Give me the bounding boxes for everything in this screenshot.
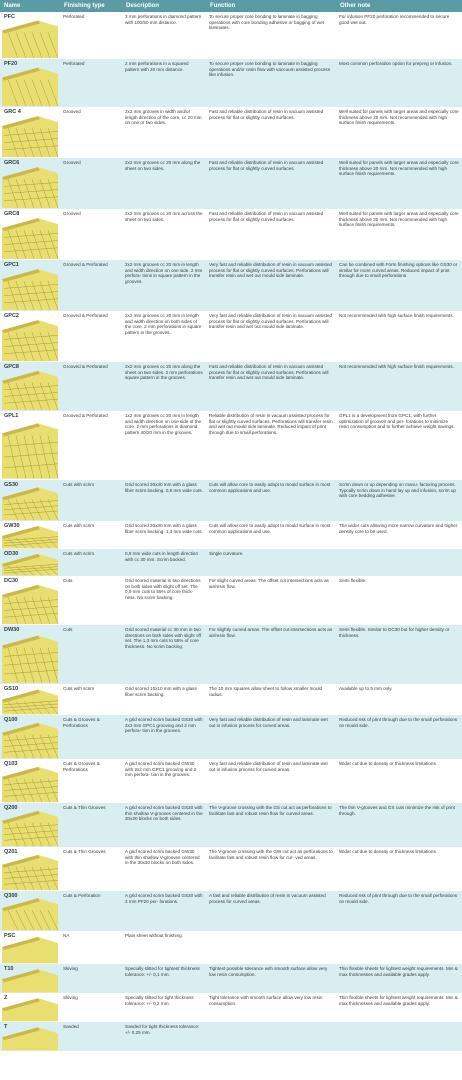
table-row	[0, 411, 462, 480]
product-name-cell	[0, 521, 60, 549]
table-row	[0, 12, 462, 59]
other-note-cell	[336, 549, 462, 576]
other-note-cell: Reduced risk of print through due to the small perforations on mould side.	[339, 893, 458, 904]
product-name: DW30	[4, 627, 20, 633]
product-name-cell	[0, 684, 60, 715]
other-note-cell: Reduced risk of print through due to the small perforations on mould side.	[339, 717, 458, 728]
product-name-cell	[0, 803, 60, 847]
other-note-cell: For infusion PF20 perforation recommended to secure good wet out.	[339, 14, 450, 25]
description-cell: 2x2 mm grooves cc 20 mm along the sheet on two sides.	[125, 160, 201, 171]
description-cell: 2x2 mm grooves cc 20 mm across the sheet on two sides.	[125, 211, 203, 222]
description-cell: Specially slitted for tightest thickness tolerance: +/- 0,1 mm.	[125, 966, 200, 977]
product-name: GRC8	[4, 211, 20, 217]
other-note-cell: Not recommended with high surface finish requirements.	[339, 313, 454, 318]
function-cell	[206, 1022, 336, 1051]
finishing-type-cell: Grooved & Perforated	[63, 313, 108, 318]
table-row	[0, 759, 462, 803]
description-cell: 2x2 mm grooves cc 20 mm in length and width direction on both sides of the core. 2 mm perforations in square pattern in the grooves.	[125, 313, 202, 335]
product-name: OD30	[4, 551, 19, 557]
finishing-type-cell: Cuts with scrim	[63, 686, 95, 691]
product-name-cell	[0, 411, 60, 480]
finishing-type-cell: Perforated	[63, 61, 85, 66]
function-cell: Cuts will allow core to easily adopt to mould surface in most common applications and use.	[209, 482, 331, 493]
function-cell: A fast and reliable distribution of resin in vacuum assisted process for curved areas.	[209, 893, 326, 904]
other-note-cell: The thin V-grooves and GS cuts minimize the risk of print through.	[339, 805, 455, 816]
description-cell: A grid scored scrim backed GW30 with thin shallow V-grooves centered in the 30x30 blocks on both sides.	[125, 849, 200, 865]
table-body	[0, 12, 462, 1051]
function-cell: Tightest possible tolerance with smooth surface allow very low resin consumption.	[209, 966, 328, 977]
header-name: Name	[4, 3, 21, 9]
function-cell: Tight tolerance with smooth surface allow very low resin consumption.	[209, 995, 323, 1006]
table-row	[0, 260, 462, 311]
finishing-type-cell: Cuts & Perforation	[63, 893, 101, 898]
product-name-cell	[0, 480, 60, 521]
description-cell: A grid scored scrim backed GS30 with 2 mm PF20 per- forations.	[125, 893, 203, 904]
finishing-type-cell: NA	[63, 933, 70, 938]
product-name-cell	[0, 625, 60, 684]
finishing-type-cell: Grooved & Perforated	[63, 413, 108, 418]
description-cell: Grid scored 10x10 mm with a glass fiber scrim backing.	[125, 686, 197, 697]
product-name: PFC	[4, 14, 15, 20]
finishing-type-cell: Grooved	[63, 211, 81, 216]
description-cell: Plain sheet without finishing.	[125, 933, 183, 938]
function-cell: The V-groove crossing with the GW cut act as perforations to facilitate fast and robust resin flow for cur- ved areas.	[209, 849, 333, 860]
table-row	[0, 891, 462, 931]
product-name: GPC1	[4, 262, 19, 268]
finishing-type-cell: Cuts & Thin Grooves	[63, 849, 106, 854]
product-name-cell	[0, 362, 60, 411]
product-name: Q300	[4, 893, 18, 899]
function-cell: Very fast and reliable distribution of resin and laminate wet out in infusion process for curved areas.	[209, 717, 328, 728]
description-cell: Grid scored material cc 30 mm in two directions on both sides with slight off set. The 1,3 mm cuts to 55% of core thickness. No scrim backing.	[125, 627, 202, 649]
finishing-type-cell: Perforated	[63, 14, 85, 19]
other-note-cell: Can be combined with Form finishing options like GS30 or similar for more curved areas. Reduced impact of print through due to small perforations.	[339, 262, 458, 278]
other-note-cell: Thin flexible sheets for lightest weight requirements. Min & max thicknesses and available grades apply.	[339, 995, 458, 1006]
product-name-cell	[0, 311, 60, 362]
table-row	[0, 684, 462, 715]
product-name-cell	[0, 12, 60, 59]
table-row	[0, 549, 462, 576]
product-name: Z	[4, 995, 8, 1001]
function-cell: Single curvature.	[209, 551, 244, 556]
product-name-cell	[0, 209, 60, 260]
description-cell: A grid scored scrim backed GS30 with 2x2 mm GPC1 grooving and 2 mm perfora- tion in the grooves.	[125, 717, 203, 733]
product-name-cell	[0, 715, 60, 759]
description-cell: Grid scored material in two directions on both sides with slight off set. The 0,9 mm cuts to 55% of core thick- ness. No scrim backing.	[125, 578, 201, 600]
table-row	[0, 576, 462, 625]
finishing-type-cell: Sanded	[63, 1024, 79, 1029]
table-row	[0, 209, 462, 260]
finishing-type-cell: Skiving	[63, 995, 78, 1000]
finishing-type-cell: Cuts & Grooves & Perforations	[63, 761, 100, 772]
other-note-cell: Scrim down or up depending on manu- facturing process. Typcally scrim down in hand lay up and infusion, scrim up with core bedding adhesive.	[339, 482, 456, 498]
description-cell: 2x2 mm grooves in width and/or length direction of the core, cc 20 mm on one or two sides.	[125, 109, 202, 125]
function-cell: The V-groove crossing with the GS cut act as perforations to facilitate fast and robust resin flow for curved areas.	[209, 805, 332, 816]
product-name: GPC8	[4, 364, 19, 370]
finishing-type-cell: Skiving	[63, 966, 78, 971]
description-cell: 2 mm perforations in a squared pattern with 20 mm distance.	[125, 61, 189, 72]
table-row	[0, 964, 462, 993]
table-row	[0, 521, 462, 549]
product-name: PF20	[4, 61, 18, 67]
product-name: Q100	[4, 717, 18, 723]
finishing-type-cell: Grooved	[63, 109, 81, 114]
product-name: T10	[4, 966, 14, 972]
finishing-type-cell: Grooved	[63, 160, 81, 165]
function-cell: For slight curved areas. The offset cut intersections acts as air/resin flow.	[209, 578, 329, 589]
finishing-type-cell: Cuts	[63, 578, 73, 583]
finishing-type-cell: Cuts with scrim	[63, 482, 95, 487]
product-name: Q200	[4, 805, 18, 811]
product-name: GS10	[4, 686, 19, 692]
table-row	[0, 847, 462, 891]
description-cell: 2x2 mm grooves cc 20 mm along the sheet on two sides. 2 mm perforations square pattern in the grooves.	[125, 364, 203, 380]
function-cell	[206, 931, 336, 964]
description-cell: Specially slitted for tight thickness tolerance: +/- 0,2 mm.	[125, 995, 194, 1006]
product-name-cell	[0, 260, 60, 311]
table-row	[0, 715, 462, 759]
finishing-type-cell: Cuts	[63, 627, 73, 632]
product-name-cell	[0, 891, 60, 931]
other-note-cell	[336, 931, 462, 964]
other-note-cell: Not recommended with high surface finish requirements.	[339, 364, 454, 369]
header-finishing-type: Finishing type	[64, 3, 105, 9]
product-name-cell	[0, 964, 60, 993]
finishing-type-cell: Cuts & Thin Grooves	[63, 805, 106, 810]
function-cell: Fast and reliable distribution of resin in vacuum assisted process for flat or slightly curved surfaces.	[209, 160, 324, 171]
description-cell: Sanded for tight thickness tolerance: +/- 0,25 mm.	[125, 1024, 200, 1035]
finishing-type-cell: Cuts with scrim	[63, 551, 95, 556]
description-cell: 3 mm perforations in diamond pattern with 100/50 mm distance.	[125, 14, 202, 25]
other-note-cell: Most common perforation option for prepreg or infusion.	[339, 61, 453, 66]
product-name: GW30	[4, 523, 20, 529]
product-name-cell	[0, 576, 60, 625]
finishing-type-cell: Cuts with scrim	[63, 523, 95, 528]
finishing-type-cell: Grooved & Perforated	[63, 262, 108, 267]
other-note-cell: Wider cut due to density or thickness limitations.	[339, 761, 438, 766]
function-cell: Fast and reliable distribution of resin in vacuum assisted process for flat or slightly curved surfaces. Perforations will transfer resin and wet out mould side laminate.	[209, 364, 329, 380]
product-name: GRC 4	[4, 109, 21, 115]
function-cell: Fast and reliable distribution of resin in vacuum assisted process for flat or slightly curved surfaces.	[209, 211, 324, 222]
product-name-cell	[0, 59, 60, 107]
function-cell: To secure proper core bonding to laminate in bagging operations with core bonding adhesive or bagging of wet laminates.	[209, 14, 324, 30]
product-name: GPL1	[4, 413, 19, 419]
product-name: GPC2	[4, 313, 19, 319]
other-note-cell: Well suited for panels with larger areas and especially core thickness above 20 mm. Not recommended with high surface finish requirements.	[339, 160, 459, 176]
product-name: DC30	[4, 578, 19, 584]
product-name: Q201	[4, 849, 18, 855]
function-cell: Very fast and reliable distribution of resin and laminate wet out in infusion process for curved areas.	[209, 761, 328, 772]
table-row	[0, 362, 462, 411]
description-cell: 0,9 mm wide cuts in length direction with cc 30 mm. Scrim backed.	[125, 551, 199, 562]
table-row	[0, 625, 462, 684]
product-name-cell	[0, 847, 60, 891]
table-row	[0, 311, 462, 362]
other-note-cell: The wider cuts allowing more narrow curvature and higher density core to be used.	[339, 523, 458, 534]
function-cell: Fast and reliable distribution of resin in vacuum assisted process for flat or slightly curved surfaces.	[209, 109, 324, 120]
table-row	[0, 993, 462, 1022]
description-cell: 2x2 mm grooves cc 20 mm in length and width direction on one side. 2 mm perfora- tions in square pattern in the grooves.	[125, 262, 203, 284]
other-note-cell: Well suited for panels with larger areas and especially core thickness above 20 mm. Not recommended with high surface finish requirements.	[339, 211, 459, 227]
product-name: GRC6	[4, 160, 20, 166]
finishing-type-cell: Cuts & Grooves & Perforations	[63, 717, 100, 728]
other-note-cell: Wider cut due to density or thickness limitations.	[339, 849, 438, 854]
function-cell: To secure proper core bonding to laminate in bagging operations and/or resin flow with vaccuum assisted process like infusion.	[209, 61, 331, 77]
header-other-note: Other note	[340, 3, 371, 9]
function-cell: Very fast and reliable distribution of resin in vacuum assisted process for flat or slightly curved surfaces. Perforations will transfer resin and wet out mould side laminate.	[209, 313, 333, 329]
product-name-cell	[0, 549, 60, 576]
table-row	[0, 803, 462, 847]
other-note-cell: Well suited for panels with larger areas and especially core thickness above 20 mm. Not recommended with high surface finish requirements.	[339, 109, 459, 125]
other-note-cell: Available up to 5 mm only.	[339, 686, 393, 691]
table-row	[0, 158, 462, 209]
table-row	[0, 107, 462, 158]
table-row	[0, 59, 462, 107]
other-note-cell: Thin flexible sheets for lightest weight requirements. Min & max thicknesses and available grades apply.	[339, 966, 458, 977]
other-note-cell: Semi flexible.	[339, 578, 367, 583]
description-cell: 1x2 mm grooves cc 20 mm in length and width direction on one side of the core. 2 mm perforations in diamond pattern 40/20 mm in the grooves.	[125, 413, 202, 435]
product-name: PSC	[4, 933, 16, 939]
description-cell: A grid scored scrim backed GS30 with thin shallow V-grooves centered in the 30x30 blocks on both sides.	[125, 805, 203, 821]
description-cell: Grid scored 30x30 mm with a glass fiber scrim backing. 0,9 mm wide cuts.	[125, 482, 203, 493]
other-note-cell	[336, 1022, 462, 1051]
product-name-cell	[0, 1022, 60, 1051]
product-name-cell	[0, 158, 60, 209]
other-note-cell: GPL1 is a development from GPC1, with further optimization of grooves and per- forations to minimize resin consumption and to further achieve weight savings.	[339, 413, 455, 429]
other-note-cell: Semi flexible. Similar to DC30 but for higher density or thickness.	[339, 627, 450, 638]
table-header	[0, 0, 462, 12]
table-row	[0, 1022, 462, 1051]
function-cell: For slightly curved areas. The offset cut intersections acts as air/resin flow.	[209, 627, 333, 638]
product-name: GS30	[4, 482, 19, 488]
function-cell: Reliable distribution of resin in vacuum assisted process for flat or slightly curved surfaces. Perforations will transfer resin and wet out mould side laminate. Reduced impact of print through due to small perforations.	[209, 413, 333, 435]
product-name-cell	[0, 107, 60, 158]
function-cell: Cuts will allow core to easily adopt to mould surface in most common applications and use.	[209, 523, 331, 534]
function-cell: Very fast and reliable distribution of resin in vacuum assisted process for flat or slightly curved surfaces. Perforations will transfer resin and wet out mould side laminate.	[209, 262, 333, 278]
product-name: Q103	[4, 761, 18, 767]
table-row	[0, 931, 462, 964]
table-row	[0, 480, 462, 521]
finishing-type-cell: Grooved & Perforated	[63, 364, 108, 369]
product-name: T	[4, 1024, 8, 1030]
header-function: Function	[210, 3, 236, 9]
header-description: Description	[126, 3, 160, 9]
description-cell: Grid scored 30x30 mm with a glass fiber scrim backing. 1,3 mm wide cuts.	[125, 523, 203, 534]
description-cell: A grid scored scrim backed GW30 with 2x2 mm GPC1 grooving and 2 mm perfora- tion in the grooves.	[125, 761, 197, 777]
product-name-cell	[0, 931, 60, 964]
product-name-cell	[0, 993, 60, 1022]
function-cell: The 10 mm squares allow sheet to follow smaller mould radius.	[209, 686, 323, 697]
product-name-cell	[0, 759, 60, 803]
